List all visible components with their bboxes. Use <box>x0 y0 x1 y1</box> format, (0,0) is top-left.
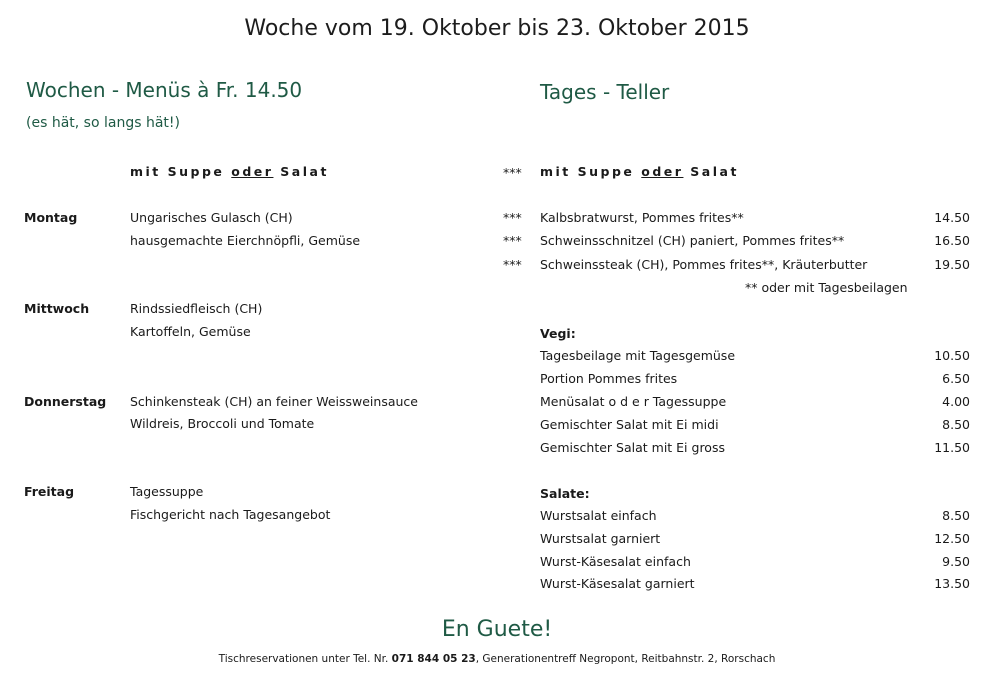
vegi-item-price: 10.50 <box>934 348 970 363</box>
vegi-item-name: Tagesbeilage mit Tagesgemüse <box>540 348 736 363</box>
salad-item-price: 12.50 <box>934 531 970 546</box>
footer-phone: 071 844 05 23 <box>391 653 476 665</box>
day-wednesday: Mittwoch <box>24 301 90 316</box>
day-friday: Freitag <box>24 484 75 499</box>
monday-line-2: hausgemachte Eierchnöpfli, Gemüse <box>130 233 361 248</box>
day-monday: Montag <box>24 210 78 225</box>
friday-line-1: Tagessuppe <box>130 484 204 499</box>
salad-item-price: 8.50 <box>942 508 970 523</box>
footer-reservation: Tischreservationen unter Tel. Nr. 071 844 05 23, Generationentreff Negropont, Reitbahnstr. 2, Rorschach <box>218 653 776 665</box>
teller-stars: *** <box>503 233 522 248</box>
weekly-menu-heading: Wochen - Menüs à Fr. 14.50 <box>26 78 303 102</box>
teller-item-price: 14.50 <box>934 210 970 225</box>
vegi-item-name: Menüsalat o d e r Tagessuppe <box>540 394 727 409</box>
vegi-item-name: Gemischter Salat mit Ei gross <box>540 440 725 455</box>
wednesday-line-1: Rindssiedfleisch (CH) <box>130 301 263 316</box>
vegi-item-price: 6.50 <box>942 371 970 386</box>
teller-item-name: Schweinsschnitzel (CH) paniert, Pommes frites** <box>540 233 845 248</box>
thursday-line-1: Schinkensteak (CH) an feiner Weissweinsauce <box>130 394 418 409</box>
salad-item-price: 9.50 <box>942 554 970 569</box>
vegi-heading: Vegi: <box>540 326 576 341</box>
vegi-item-name: Portion Pommes frites <box>540 371 678 386</box>
weekly-menu-subheading: (es hät, so langs hät!) <box>26 115 180 131</box>
left-soup-salad-line: mit Suppe oder Salat <box>130 164 329 179</box>
thursday-line-2: Wildreis, Broccoli und Tomate <box>130 416 315 431</box>
salad-item-name: Wurstsalat garniert <box>540 531 661 546</box>
page-title: Woche vom 19. Oktober bis 23. Oktober 2015 <box>244 16 750 41</box>
teller-item-price: 16.50 <box>934 233 970 248</box>
wednesday-line-2: Kartoffeln, Gemüse <box>130 324 251 339</box>
daily-plate-heading: Tages - Teller <box>540 80 670 104</box>
vegi-item-name: Gemischter Salat mit Ei midi <box>540 417 719 432</box>
salad-item-name: Wurst-Käsesalat garniert <box>540 576 695 591</box>
teller-stars: *** <box>503 210 522 225</box>
monday-line-1: Ungarisches Gulasch (CH) <box>130 210 293 225</box>
vegi-item-price: 4.00 <box>942 394 970 409</box>
friday-line-2: Fischgericht nach Tagesangebot <box>130 507 331 522</box>
salad-item-price: 13.50 <box>934 576 970 591</box>
side-dish-note: ** oder mit Tagesbeilagen <box>745 280 908 295</box>
salate-heading: Salate: <box>540 486 590 501</box>
right-soup-stars: *** <box>503 165 522 180</box>
day-thursday: Donnerstag <box>24 394 107 409</box>
teller-stars: *** <box>503 257 522 272</box>
teller-item-name: Schweinssteak (CH), Pommes frites**, Kräuterbutter <box>540 257 868 272</box>
vegi-item-price: 8.50 <box>942 417 970 432</box>
teller-item-name: Kalbsbratwurst, Pommes frites** <box>540 210 744 225</box>
vegi-item-price: 11.50 <box>934 440 970 455</box>
salad-item-name: Wurstsalat einfach <box>540 508 657 523</box>
salad-item-name: Wurst-Käsesalat einfach <box>540 554 691 569</box>
teller-item-price: 19.50 <box>934 257 970 272</box>
right-soup-salad-line: mit Suppe oder Salat <box>540 164 739 179</box>
closing-greeting: En Guete! <box>441 617 553 642</box>
